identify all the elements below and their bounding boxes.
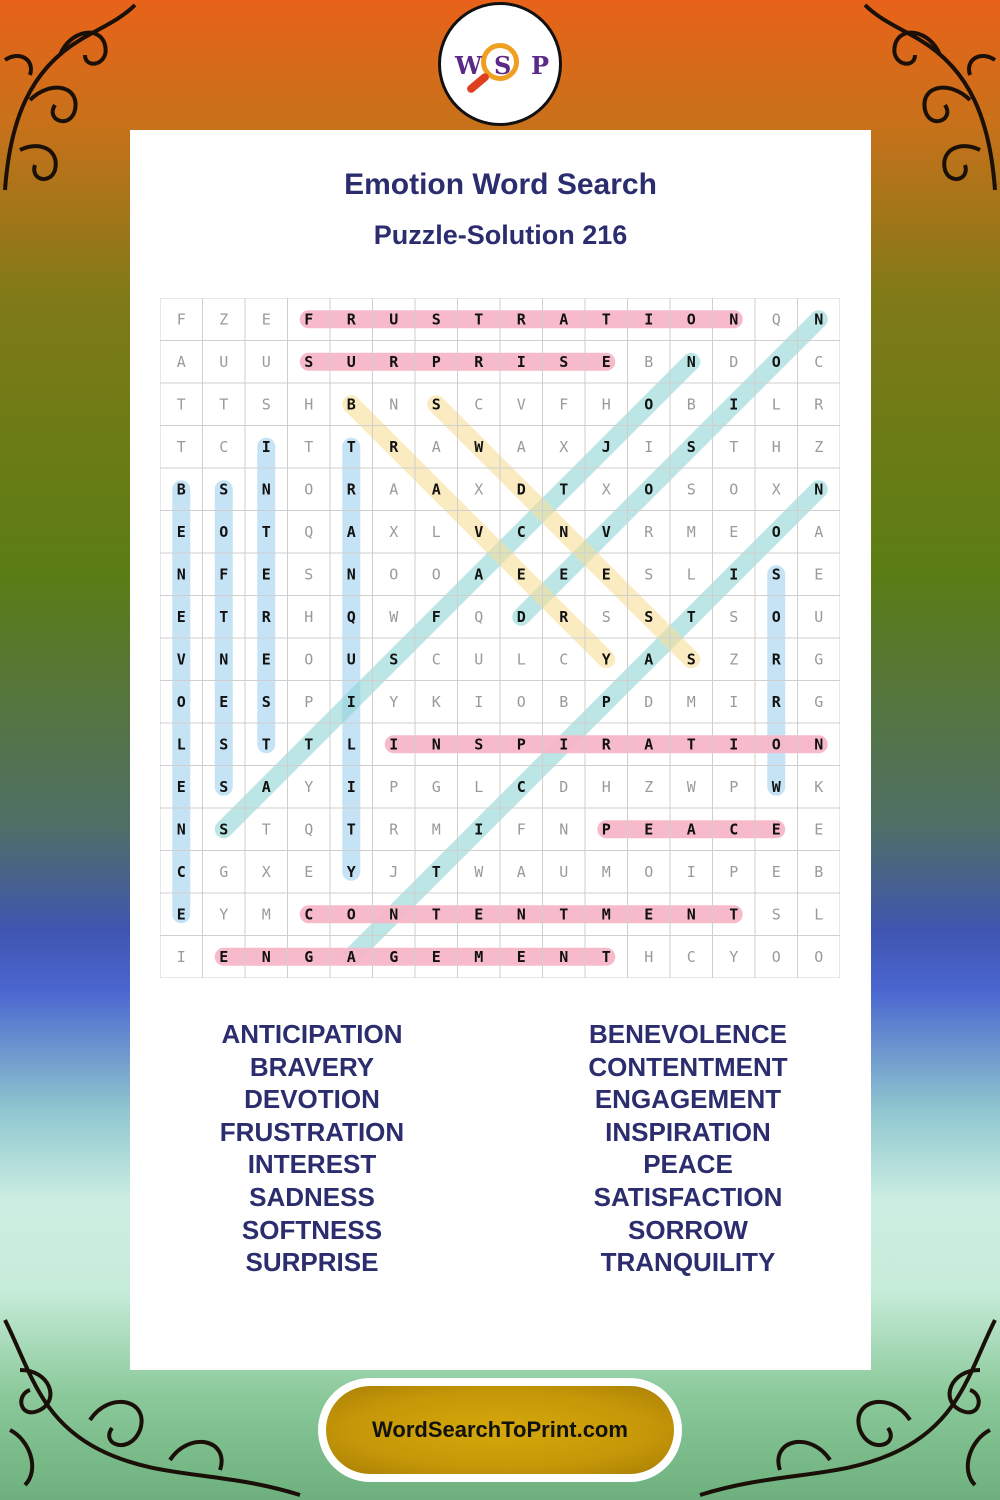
website-label: WordSearchToPrint.com	[326, 1386, 674, 1474]
grid-letter: A	[644, 735, 654, 754]
grid-letter: O	[644, 480, 654, 499]
grid-letter: N	[814, 480, 824, 499]
grid-letter: A	[431, 437, 441, 456]
grid-letter: Y	[346, 862, 356, 881]
grid-letter: O	[771, 735, 781, 754]
grid-letter: S	[686, 650, 696, 669]
grid-letter: O	[771, 607, 781, 626]
grid-letter: E	[516, 947, 526, 966]
word-list-item: ANTICIPATION	[221, 1019, 403, 1049]
grid-letter: F	[516, 820, 526, 839]
grid-letter: W	[389, 607, 399, 626]
grid-letter: A	[516, 862, 526, 881]
word-list-item: DEVOTION	[244, 1084, 380, 1115]
grid-letter: S	[219, 735, 229, 754]
grid-letter: S	[644, 565, 654, 584]
grid-letter: I	[389, 735, 399, 754]
grid-letter: E	[176, 607, 186, 626]
website-button[interactable]	[318, 1378, 682, 1482]
grid-letter: N	[559, 820, 569, 839]
grid-letter: E	[261, 310, 271, 329]
grid-letter: A	[261, 777, 271, 796]
grid-letter: N	[261, 947, 271, 966]
grid-letter: I	[729, 395, 739, 414]
grid-letter: X	[559, 437, 569, 456]
word-list-item: SURPRISE	[245, 1247, 379, 1278]
grid-letter: I	[559, 735, 569, 754]
grid-letter: T	[346, 437, 356, 456]
grid-letter: O	[431, 565, 441, 584]
word-list-item: ENGAGEMENT	[594, 1084, 782, 1115]
grid-letter: Z	[219, 310, 229, 329]
grid-letter: L	[516, 650, 526, 669]
grid-letter: T	[261, 820, 271, 839]
grid-letter: A	[814, 522, 824, 541]
grid-letter: S	[389, 650, 399, 669]
grid-letter: X	[771, 480, 781, 499]
grid-letter: G	[814, 692, 824, 711]
grid-letter: E	[814, 820, 824, 839]
grid-letter: B	[176, 480, 186, 499]
grid-letter: M	[431, 820, 441, 839]
grid-letter: I	[176, 947, 186, 966]
grid-letter: O	[771, 352, 781, 371]
puzzle-panel	[130, 130, 871, 1370]
word-list-item: BENEVOLENCE	[589, 1019, 787, 1049]
grid-letter: U	[261, 352, 271, 371]
grid-letter: L	[771, 395, 781, 414]
grid-letter: A	[346, 522, 356, 541]
grid-letter: A	[389, 480, 399, 499]
grid-letter: P	[729, 777, 739, 796]
grid-letter: K	[814, 777, 824, 796]
grid-letter: P	[304, 692, 314, 711]
grid-letter: N	[516, 905, 526, 924]
grid-letter: T	[431, 862, 441, 881]
grid-letter: M	[474, 947, 484, 966]
word-list-item: SADNESS	[249, 1181, 375, 1212]
grid-letter: A	[644, 650, 654, 669]
grid-letter: E	[644, 820, 654, 839]
grid-letter: T	[304, 735, 314, 754]
grid-letter: Q	[304, 522, 314, 541]
grid-letter: T	[601, 310, 611, 329]
grid-letter: I	[686, 862, 696, 881]
grid-letter: A	[346, 947, 356, 966]
grid-letter: J	[389, 862, 399, 881]
grid-letter: N	[389, 905, 399, 924]
grid-letter: X	[389, 522, 399, 541]
grid-letter: Q	[304, 820, 314, 839]
grid-letter: E	[474, 905, 484, 924]
grid-letter: A	[176, 352, 186, 371]
grid-letter: W	[686, 777, 696, 796]
grid-letter: U	[346, 352, 356, 371]
grid-letter: C	[474, 395, 484, 414]
grid-letter: T	[474, 310, 484, 329]
grid-letter: I	[474, 692, 484, 711]
grid-letter: I	[474, 820, 484, 839]
grid-letter: R	[389, 352, 399, 371]
grid-letter: S	[304, 352, 314, 371]
grid-letter: N	[261, 480, 271, 499]
grid-letter: T	[686, 735, 696, 754]
grid-letter: S	[304, 565, 314, 584]
word-list-left	[127, 1018, 497, 1279]
grid-letter: U	[474, 650, 484, 669]
grid-letter: A	[686, 820, 696, 839]
grid-letter: S	[601, 607, 611, 626]
grid-letter: O	[729, 480, 739, 499]
grid-letter: I	[729, 692, 739, 711]
grid-letter: E	[219, 692, 229, 711]
grid-letter: F	[176, 310, 186, 329]
logo-letter-p: P	[531, 51, 550, 80]
grid-letter: Y	[304, 777, 314, 796]
grid-letter: R	[346, 480, 356, 499]
grid-letter: H	[601, 395, 611, 414]
grid-letter: O	[686, 310, 696, 329]
grid-letter: G	[304, 947, 314, 966]
grid-letter: P	[601, 692, 611, 711]
grid-letter: N	[389, 395, 399, 414]
grid-letter: U	[219, 352, 229, 371]
grid-letter: C	[176, 862, 186, 881]
grid-letter: S	[261, 692, 271, 711]
grid-letter: R	[601, 735, 611, 754]
grid-letter: S	[686, 437, 696, 456]
grid-letter: B	[686, 395, 696, 414]
grid-letter: S	[729, 607, 739, 626]
grid-letter: T	[559, 480, 569, 499]
grid-letter: V	[474, 522, 484, 541]
grid-letter: N	[559, 522, 569, 541]
grid-letter: F	[219, 565, 229, 584]
grid-letter: R	[261, 607, 271, 626]
word-list-item: CONTENTMENT	[588, 1051, 788, 1082]
word-list-item: SATISFACTION	[593, 1181, 783, 1212]
grid-letter: U	[814, 607, 824, 626]
page-subtitle: Puzzle-Solution 216	[373, 220, 628, 250]
grid-letter: U	[389, 310, 399, 329]
grid-letter: U	[346, 650, 356, 669]
grid-letter: P	[389, 777, 399, 796]
grid-letter: Y	[729, 947, 739, 966]
grid-letter: F	[431, 607, 441, 626]
grid-letter: N	[729, 310, 739, 329]
grid-letter: N	[219, 650, 229, 669]
grid-letter: Z	[814, 437, 824, 456]
grid-letter: C	[559, 650, 569, 669]
grid-letter: I	[729, 565, 739, 584]
grid-letter: O	[389, 565, 399, 584]
grid-letter: E	[601, 352, 611, 371]
grid-letter: C	[219, 437, 229, 456]
grid-letter: T	[601, 947, 611, 966]
grid-letter: N	[814, 310, 824, 329]
grid-letter: S	[559, 352, 569, 371]
grid-letter: R	[814, 395, 824, 414]
grid-letter: T	[304, 437, 314, 456]
grid-letter: T	[176, 395, 186, 414]
grid-letter: D	[516, 480, 526, 499]
grid-letter: R	[771, 650, 781, 669]
grid-letter: V	[176, 650, 186, 669]
grid-letter: T	[261, 522, 271, 541]
grid-letter: X	[474, 480, 484, 499]
grid-letter: O	[304, 650, 314, 669]
grid-letter: O	[814, 947, 824, 966]
grid-letter: T	[176, 437, 186, 456]
grid-letter: Z	[644, 777, 654, 796]
grid-letter: C	[431, 650, 441, 669]
grid-letter: L	[176, 735, 186, 754]
grid-letter: A	[559, 310, 569, 329]
grid-letter: N	[686, 905, 696, 924]
grid-letter: H	[644, 947, 654, 966]
grid-letter: V	[516, 395, 526, 414]
grid-letter: W	[474, 862, 484, 881]
grid-letter: O	[771, 522, 781, 541]
grid-letter: A	[474, 565, 484, 584]
site-logo[interactable]	[438, 2, 562, 126]
grid-letter: T	[686, 607, 696, 626]
grid-letter: K	[431, 692, 441, 711]
grid-letter: C	[304, 905, 314, 924]
grid-letter: S	[219, 480, 229, 499]
grid-letter: E	[431, 947, 441, 966]
grid-letter: J	[601, 437, 611, 456]
grid-letter: I	[644, 310, 654, 329]
grid-letter: L	[686, 565, 696, 584]
grid-letter: C	[729, 820, 739, 839]
grid-letter: S	[644, 607, 654, 626]
grid-letter: S	[431, 310, 441, 329]
grid-letter: L	[346, 735, 356, 754]
grid-letter: N	[431, 735, 441, 754]
grid-letter: E	[814, 565, 824, 584]
grid-letter: Y	[601, 650, 611, 669]
grid-letter: S	[771, 565, 781, 584]
grid-letter: R	[559, 607, 569, 626]
grid-letter: E	[176, 777, 186, 796]
grid-letter: E	[601, 565, 611, 584]
grid-letter: N	[176, 565, 186, 584]
grid-letter: R	[771, 692, 781, 711]
grid-letter: P	[729, 862, 739, 881]
grid-letter: E	[304, 862, 314, 881]
word-list-item: INTEREST	[247, 1149, 377, 1180]
word-list-item: PEACE	[643, 1149, 733, 1180]
grid-letter: N	[176, 820, 186, 839]
grid-letter: O	[346, 905, 356, 924]
grid-letter: T	[219, 607, 229, 626]
grid-letter: H	[601, 777, 611, 796]
grid-letter: T	[729, 437, 739, 456]
grid-letter: R	[389, 437, 399, 456]
grid-letter: C	[814, 352, 824, 371]
grid-letter: M	[686, 692, 696, 711]
grid-letter: R	[516, 310, 526, 329]
grid-letter: W	[771, 777, 781, 796]
grid-letter: R	[474, 352, 484, 371]
grid-letter: S	[686, 480, 696, 499]
grid-letter: X	[261, 862, 271, 881]
grid-letter: S	[219, 820, 229, 839]
grid-letter: C	[516, 777, 526, 796]
grid-letter: T	[261, 735, 271, 754]
word-list-item: SOFTNESS	[241, 1214, 383, 1245]
grid-letter: S	[261, 395, 271, 414]
grid-letter: D	[729, 352, 739, 371]
grid-letter: O	[771, 947, 781, 966]
page-title: Emotion Word Search	[344, 168, 657, 201]
grid-letter: H	[304, 607, 314, 626]
grid-letter: G	[219, 862, 229, 881]
grid-letter: Y	[389, 692, 399, 711]
grid-letter: T	[346, 820, 356, 839]
grid-svg	[160, 298, 840, 978]
grid-letter: I	[261, 437, 271, 456]
corner-flourish-top-left	[0, 0, 140, 200]
grid-letter: E	[219, 947, 229, 966]
grid-letter: O	[304, 480, 314, 499]
grid-letter: E	[771, 862, 781, 881]
grid-letter: Q	[771, 310, 781, 329]
grid-letter: W	[474, 437, 484, 456]
logo-letter-w: W	[455, 51, 482, 80]
grid-letter: F	[304, 310, 314, 329]
grid-letter: O	[644, 862, 654, 881]
grid-letter: U	[559, 862, 569, 881]
grid-letter: L	[474, 777, 484, 796]
grid-letter: G	[389, 947, 399, 966]
grid-letter: T	[431, 905, 441, 924]
grid-letter: I	[516, 352, 526, 371]
grid-letter: B	[559, 692, 569, 711]
grid-letter: I	[346, 777, 356, 796]
grid-letter: Q	[474, 607, 484, 626]
grid-letter: C	[516, 522, 526, 541]
corner-flourish-top-right	[860, 0, 1000, 200]
grid-letter: O	[516, 692, 526, 711]
grid-letter: S	[771, 905, 781, 924]
grid-letter: T	[559, 905, 569, 924]
word-list-item: BRAVERY	[249, 1051, 375, 1082]
grid-letter: E	[771, 820, 781, 839]
grid-letter: L	[431, 522, 441, 541]
grid-letter: S	[431, 395, 441, 414]
word-list-item: INSPIRATION	[605, 1116, 771, 1147]
logo-letter-s: S	[494, 51, 512, 80]
grid-letter: G	[814, 650, 824, 669]
grid-letter: A	[516, 437, 526, 456]
grid-letter: S	[219, 777, 229, 796]
grid-letter: E	[261, 565, 271, 584]
grid-letter: L	[814, 905, 824, 924]
grid-letter: E	[176, 522, 186, 541]
grid-letter: T	[219, 395, 229, 414]
word-list-item: FRUSTRATION	[219, 1116, 405, 1147]
word-search-grid	[160, 298, 840, 978]
grid-letter: N	[814, 735, 824, 754]
grid-letter: D	[644, 692, 654, 711]
grid-letter: E	[261, 650, 271, 669]
grid-letter: A	[431, 480, 441, 499]
grid-letter: R	[389, 820, 399, 839]
grid-letter: H	[304, 395, 314, 414]
grid-letter: H	[771, 437, 781, 456]
grid-letter: P	[516, 735, 526, 754]
grid-letter: E	[644, 905, 654, 924]
grid-letter: I	[729, 735, 739, 754]
grid-letter: M	[601, 862, 611, 881]
grid-letter: O	[644, 395, 654, 414]
grid-letter: N	[346, 565, 356, 584]
grid-letter: B	[814, 862, 824, 881]
grid-letter: Q	[346, 607, 356, 626]
grid-letter: G	[431, 777, 441, 796]
grid-letter: Y	[219, 905, 229, 924]
grid-letter: E	[729, 522, 739, 541]
grid-letter: I	[346, 692, 356, 711]
grid-letter: E	[559, 565, 569, 584]
word-list-item: SORROW	[628, 1214, 748, 1245]
grid-letter: Z	[729, 650, 739, 669]
grid-letter: R	[644, 522, 654, 541]
grid-letter: F	[559, 395, 569, 414]
grid-letter: M	[601, 905, 611, 924]
grid-letter: I	[644, 437, 654, 456]
grid-letter: B	[644, 352, 654, 371]
grid-letter: E	[176, 905, 186, 924]
grid-letter: S	[474, 735, 484, 754]
grid-letter: M	[686, 522, 696, 541]
word-list-right	[503, 1018, 873, 1279]
grid-letter: T	[729, 905, 739, 924]
grid-letter: N	[559, 947, 569, 966]
grid-letter: R	[346, 310, 356, 329]
grid-letter: O	[219, 522, 229, 541]
grid-letter: D	[559, 777, 569, 796]
grid-letter: M	[261, 905, 271, 924]
grid-letter: E	[516, 565, 526, 584]
grid-letter: C	[686, 947, 696, 966]
grid-letter: O	[176, 692, 186, 711]
grid-letter: P	[601, 820, 611, 839]
grid-letter: D	[516, 607, 526, 626]
grid-letter: V	[601, 522, 611, 541]
grid-letter: B	[346, 395, 356, 414]
grid-letter: X	[601, 480, 611, 499]
grid-letter: N	[686, 352, 696, 371]
word-list-item: TRANQUILITY	[600, 1247, 776, 1278]
grid-letter: P	[431, 352, 441, 371]
